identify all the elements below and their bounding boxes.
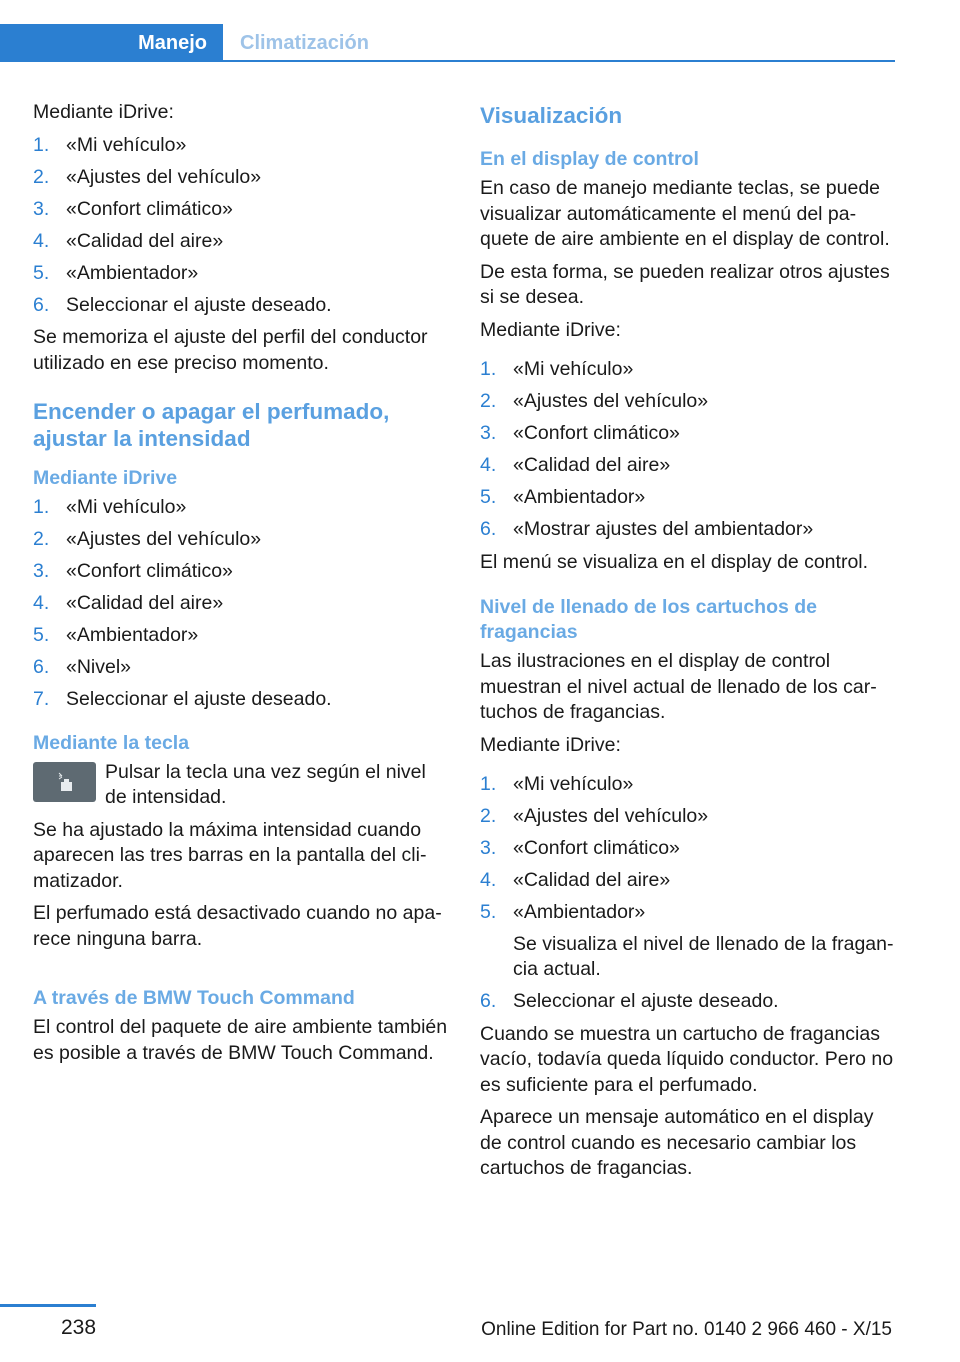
paragraph: Se ha ajustado la máxima intensidad cuando aparecen las tres barras en la pantalla del climatizador.	[33, 818, 427, 892]
step-text: «Mi vehículo»	[66, 133, 187, 156]
paragraph: De esta forma, se pueden realizar otros ajustes si se desea.	[480, 260, 890, 308]
list-item	[33, 229, 451, 255]
step-number: 4.	[480, 454, 497, 476]
tab-climatizacion-label: Climatización	[240, 31, 369, 54]
step-text: «Mi vehículo»	[66, 496, 187, 518]
paragraph: El control del paquete de aire ambiente también es posible a través de BMW Touch Command.	[33, 1016, 448, 1064]
idrive-steps-list	[33, 495, 451, 713]
list-item	[480, 453, 898, 479]
list-item	[33, 261, 451, 287]
step-number: 1.	[480, 358, 497, 380]
header-divider	[0, 60, 895, 62]
step-text: «Confort climático»	[513, 837, 680, 859]
paragraph: En caso de manejo mediante teclas, se puede visualizar automáticamente el menú del paquete de aire ambiente en el display de control.	[480, 177, 890, 250]
list-item	[33, 293, 451, 319]
idrive-steps-list	[480, 357, 898, 543]
step-text: «Calidad del aire»	[66, 592, 224, 614]
page-number: 238	[61, 1316, 97, 1339]
step-number: 1.	[480, 773, 497, 795]
list-item	[33, 165, 451, 191]
step-text: «Ambientador»	[513, 901, 646, 923]
edition-text: Online Edition for Part no. 0140 2 966 460 - X/15	[481, 1319, 892, 1340]
step-number: 6.	[33, 656, 50, 678]
step-number: 4.	[33, 592, 50, 614]
step-text: «Calidad del aire»	[513, 869, 671, 891]
list-item	[480, 357, 898, 383]
subsection-heading: A través de BMW Touch Command	[33, 987, 355, 1009]
list-item	[480, 804, 898, 830]
key-instruction	[33, 760, 451, 811]
step-text: «Ajustes del vehículo»	[513, 805, 709, 827]
step-number: 7.	[33, 688, 50, 710]
step-text: «Mi vehículo»	[513, 358, 634, 380]
step-number: 1.	[33, 133, 50, 156]
step-number: 3.	[33, 197, 50, 220]
step-number: 3.	[480, 837, 497, 859]
list-item	[33, 559, 451, 585]
list-item	[480, 421, 898, 447]
section-heading: Visualización	[480, 103, 623, 128]
list-item	[33, 655, 451, 681]
step-text: «Ambientador»	[513, 486, 646, 508]
paragraph: Aparece un mensaje automático en el display de control cuando es necesario cambiar los cartuchos de fragancias.	[480, 1106, 874, 1179]
fragrance-icon	[57, 771, 75, 793]
subsection-heading: Nivel de llenado de los cartuchos de fragancias	[480, 596, 818, 643]
paragraph: Cuando se muestra un cartucho de fragancias vacío, todavía queda líquido conductor. Pero no es suficiente para el perfumado.	[480, 1022, 894, 1096]
fragrance-key-image	[33, 762, 96, 802]
step-number: 6.	[480, 518, 497, 540]
step-text: Seleccionar el ajuste deseado.	[513, 990, 779, 1012]
step-number: 5.	[33, 624, 50, 646]
list-item	[480, 868, 898, 894]
step-text: «Mi vehículo»	[513, 773, 634, 795]
paragraph: Las ilustraciones en el display de control muestran el nivel actual de llenado de los cartuchos de fragancias.	[480, 650, 877, 723]
step-text: «Mostrar ajustes del ambientador»	[513, 518, 814, 540]
list-item	[480, 900, 898, 983]
paragraph: Mediante iDrive:	[480, 318, 621, 341]
tab-manejo-label: Manejo	[138, 31, 207, 54]
step-number: 1.	[33, 496, 50, 518]
section-heading: Encender o apagar el perfumado, ajustar la intensidad	[33, 399, 390, 451]
key-instruction-text: Pulsar la tecla una vez según el nivel de intensidad.	[105, 760, 426, 808]
step-number: 4.	[33, 229, 50, 252]
step-number: 5.	[480, 486, 497, 508]
step-text: «Ajustes del vehículo»	[66, 165, 262, 188]
step-number: 6.	[33, 293, 50, 316]
list-item	[480, 989, 898, 1015]
step-number: 3.	[480, 422, 497, 444]
step-text: «Nivel»	[66, 656, 132, 678]
list-item	[480, 836, 898, 862]
subsection-heading: Mediante iDrive	[33, 467, 178, 489]
tab-climatizacion[interactable]	[240, 24, 369, 62]
list-item	[480, 772, 898, 798]
paragraph: El menú se visualiza en el display de control.	[480, 550, 869, 573]
step-number: 4.	[480, 869, 497, 891]
step-number: 2.	[480, 805, 497, 827]
list-item	[33, 527, 451, 553]
step-number: 3.	[33, 560, 50, 582]
step-number: 5.	[33, 261, 50, 284]
step-number: 5.	[480, 901, 497, 923]
step-note: Se visualiza el nivel de llenado de la fragancia actual.	[513, 932, 894, 980]
list-item	[33, 687, 451, 713]
idrive-steps-list	[480, 772, 898, 1015]
step-text: «Confort climático»	[66, 197, 233, 220]
step-text: «Confort climático»	[513, 422, 680, 444]
step-number: 2.	[33, 165, 50, 188]
step-text: «Calidad del aire»	[66, 229, 224, 252]
left-column	[33, 100, 451, 1073]
step-number: 2.	[33, 528, 50, 550]
step-text: Seleccionar el ajuste deseado.	[66, 688, 332, 710]
list-item	[33, 591, 451, 617]
list-item	[480, 389, 898, 415]
list-item	[33, 197, 451, 223]
step-text: «Ajustes del vehículo»	[66, 528, 262, 550]
paragraph: Mediante iDrive:	[480, 733, 621, 756]
subsection-heading: Mediante la tecla	[33, 731, 190, 754]
step-number: 2.	[480, 390, 497, 412]
step-text: «Calidad del aire»	[513, 454, 671, 476]
step-text: «Confort climático»	[66, 560, 233, 582]
idrive-steps-list	[33, 133, 451, 319]
subsection-heading: En el display de control	[480, 148, 699, 170]
list-item	[480, 485, 898, 511]
list-item	[480, 517, 898, 543]
list-item	[33, 133, 451, 159]
step-text: «Ambientador»	[66, 261, 199, 284]
step-text: Seleccionar el ajuste deseado.	[66, 293, 332, 316]
right-column	[480, 100, 898, 1189]
paragraph: El perfumado está desactivado cuando no aparece ninguna barra.	[33, 902, 442, 950]
step-number: 6.	[480, 990, 497, 1012]
list-item	[33, 623, 451, 649]
step-text: «Ambientador»	[66, 624, 199, 646]
list-item	[33, 495, 451, 521]
footer-divider	[0, 1304, 96, 1307]
tab-manejo[interactable]	[0, 24, 223, 62]
intro-text: Mediante iDrive:	[33, 101, 174, 123]
step-text: «Ajustes del vehículo»	[513, 390, 709, 412]
paragraph: Se memoriza el ajuste del perfil del conductor utilizado en ese preciso momento.	[33, 326, 428, 374]
